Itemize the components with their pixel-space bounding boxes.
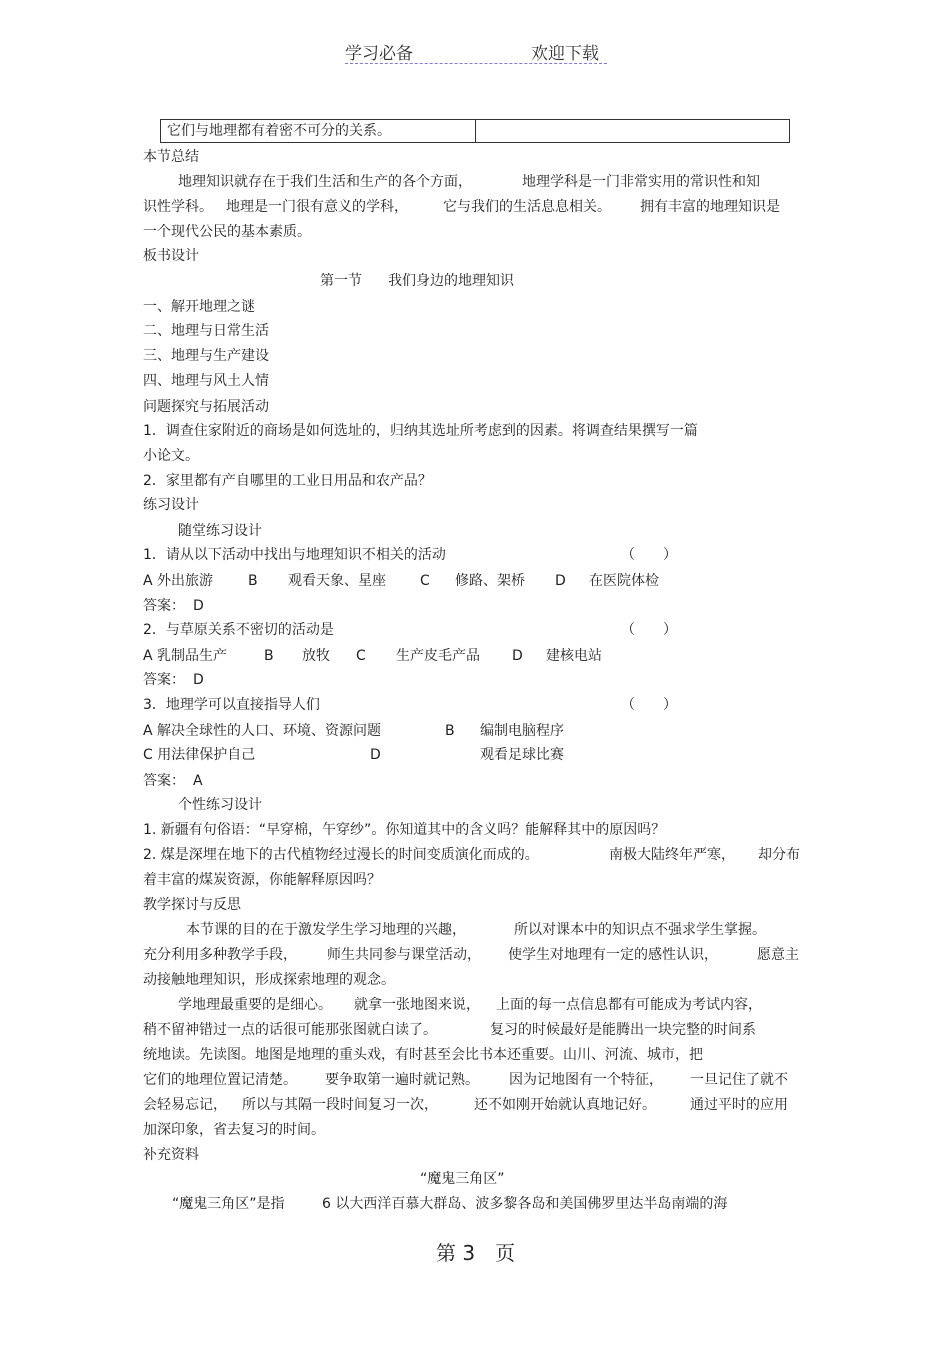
body-text: 拥有丰富的地理知识是 (640, 199, 780, 215)
option-letter: C (356, 648, 366, 664)
body-text: 就拿一张地图来说， (354, 997, 480, 1013)
body-text: 动接触地理知识，形成探索地理的观念。 (143, 972, 395, 988)
option-letter: D (370, 747, 381, 763)
question: 3．地理学可以直接指导人们 (143, 697, 320, 713)
board-title: 我们身边的地理知识 (388, 273, 514, 289)
body-text: 充分利用多种教学手段， (143, 947, 297, 963)
answer-blank: （ ） (621, 697, 677, 713)
table-cell-empty (476, 120, 789, 142)
body-text: 加深印象，省去复习的时间。 (143, 1122, 325, 1138)
body-text: 1. 新疆有句俗语：“早穿棉，午穿纱”。你知道其中的含义吗？能解释其中的原因吗？ (143, 822, 666, 838)
option-letter: B (248, 573, 258, 589)
answer-label: 答案： (143, 672, 185, 688)
outline-item: 四、地理与风土人情 (143, 373, 269, 389)
header-left: 学习必备 (345, 44, 413, 64)
body-text: 1．调查住家附近的商场是如何选址的，归纳其选址所考虑到的因素。将调查结果撰写一篇 (143, 423, 698, 439)
body-text: 复习的时候最好是能腾出一块完整的时间系 (490, 1022, 756, 1038)
body-text: 2. 煤是深埋在地下的古代植物经过漫长的时间变质演化而成的。 (143, 847, 539, 863)
option: 观看足球比赛 (480, 747, 564, 763)
section-heading: 练习设计 (143, 497, 199, 513)
body-text: 地理是一门很有意义的学科， (226, 199, 408, 215)
body-text: 会轻易忘记， (143, 1097, 227, 1113)
body-text: 识性学科。 (143, 199, 213, 215)
body-text: 6 以大西洋百慕大群岛、波多黎各岛和美国佛罗里达半岛南端的海 (322, 1196, 728, 1212)
option: 在医院体检 (589, 573, 659, 589)
body-text: 却分布 (758, 847, 800, 863)
body-text: “魔鬼三角区”是指 (172, 1196, 285, 1212)
body-text: 南极大陆终年严寒， (609, 847, 735, 863)
body-text: 一旦记住了就不 (690, 1072, 788, 1088)
answer-blank: （ ） (621, 622, 677, 638)
option-letter: C (420, 573, 430, 589)
body-text: 所以与其隔一段时间复习一次， (242, 1097, 438, 1113)
option: A 解决全球性的人口、环境、资源问题 (143, 723, 382, 739)
body-text: 一个现代公民的基本素质。 (143, 224, 311, 240)
body-text: 本节课的目的在于激发学生学习地理的兴趣， (186, 922, 466, 938)
body-text: 因为记地图有一个特征， (509, 1072, 663, 1088)
body-text: 学地理最重要的是细心。 (178, 997, 332, 1013)
option-letter: D (512, 648, 523, 664)
option-letter: B (445, 723, 455, 739)
body-text: 上面的每一点信息都有可能成为考试内容， (496, 997, 762, 1013)
body-text: 通过平时的应用 (690, 1097, 788, 1113)
outline-item: 三、地理与生产建设 (143, 348, 269, 364)
option-letter: B (264, 648, 274, 664)
body-text: 地理学科是一门非常实用的常识性和知 (522, 174, 760, 190)
section-heading: 问题探究与拓展活动 (143, 399, 269, 415)
option: A 乳制品生产 (143, 648, 228, 664)
body-text: 还不如刚开始就认真地记好。 (474, 1097, 656, 1113)
subsection-heading: 随堂练习设计 (178, 523, 262, 539)
answer-label: 答案： (143, 773, 185, 789)
answer-value: D (193, 672, 204, 688)
option: 观看天象、星座 (288, 573, 386, 589)
option: 放牧 (302, 648, 330, 664)
content-table (160, 119, 790, 143)
section-heading: 板书设计 (143, 248, 199, 264)
answer-label: 答案： (143, 598, 185, 614)
section-heading: 补充资料 (143, 1147, 199, 1163)
body-text: 它们的地理位置记清楚。 (143, 1072, 297, 1088)
body-text: 愿意主 (757, 947, 799, 963)
option: C 用法律保护自己 (143, 747, 256, 763)
option: 修路、架桥 (455, 573, 525, 589)
body-text: 小论文。 (143, 448, 199, 464)
answer-blank: （ ） (621, 547, 677, 563)
outline-item: 二、地理与日常生活 (143, 323, 269, 339)
body-text: 统地读。先读图。地图是地理的重头戏，有时甚至会比书本还重要。山川、河流、城市，把 (143, 1047, 703, 1063)
supplement-title: “魔鬼三角区” (420, 1171, 505, 1187)
header-right: 欢迎下载 (531, 44, 599, 64)
body-text: 它与我们的生活息息相关。 (443, 199, 611, 215)
section-heading: 教学探讨与反思 (143, 897, 241, 913)
body-text: 2．家里都有产自哪里的工业日用品和农产品？ (143, 473, 432, 489)
body-text: 地理知识就存在于我们生活和生产的各个方面， (178, 174, 472, 190)
option: 生产皮毛产品 (396, 648, 480, 664)
body-text: 要争取第一遍时就记熟。 (325, 1072, 479, 1088)
table-cell: 它们与地理都有着密不可分的关系。 (161, 120, 476, 142)
section-heading: 本节总结 (143, 149, 199, 165)
question: 1．请从以下活动中找出与地理知识不相关的活动 (143, 547, 446, 563)
answer-value: D (193, 598, 204, 614)
body-text: 使学生对地理有一定的感性认识， (508, 947, 718, 963)
body-text: 所以对课本中的知识点不强求学生掌握。 (514, 922, 766, 938)
body-text: 稍不留神错过一点的话很可能那张图就白读了。 (143, 1022, 437, 1038)
body-text: 着丰富的煤炭资源，你能解释原因吗？ (143, 872, 381, 888)
option: 建核电站 (546, 648, 602, 664)
option-letter: D (555, 573, 566, 589)
subsection-heading: 个性练习设计 (178, 797, 262, 813)
answer-value: A (193, 773, 203, 789)
board-title-number: 第一节 (320, 273, 362, 289)
page-number: 第 3 页 (436, 1241, 516, 1265)
body-text: 师生共同参与课堂活动， (327, 947, 481, 963)
header-underline (345, 63, 607, 64)
outline-item: 一、解开地理之谜 (143, 299, 255, 315)
question: 2．与草原关系不密切的活动是 (143, 622, 334, 638)
option: A 外出旅游 (143, 573, 214, 589)
option: 编制电脑程序 (480, 723, 564, 739)
